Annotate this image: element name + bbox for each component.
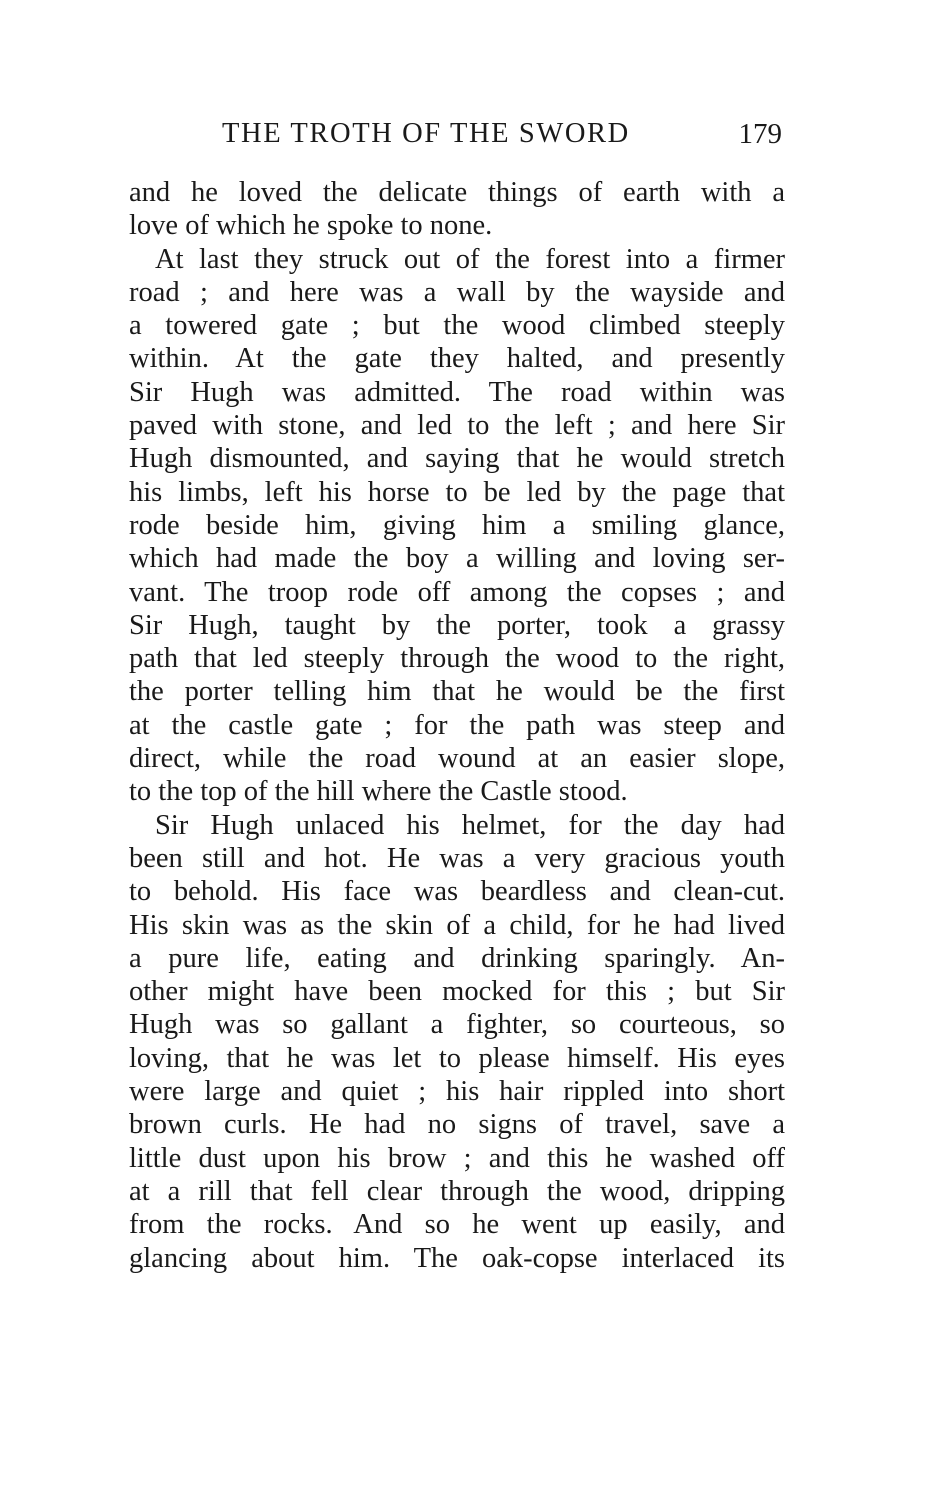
text-line: been still and hot. He was a very gracious youth — [129, 842, 785, 874]
text-line: from the rocks. And so he went up easily, and — [129, 1209, 785, 1241]
text-line: and he loved the delicate things of earth with a — [129, 177, 785, 208]
text-line: the porter telling him that he would be the first — [129, 676, 785, 708]
text-line: a towered gate ; but the wood climbed steeply — [129, 310, 785, 342]
text-line: direct, while the road wound at an easier slope, — [129, 743, 785, 775]
text-line: other might have been mocked for this ; but Sir — [129, 976, 785, 1008]
text-line: to behold. His face was beardless and clean-cut. — [129, 876, 785, 908]
text-line: brown curls. He had no signs of travel, save a — [129, 1109, 785, 1141]
text-line: Sir Hugh was admitted. The road within was — [129, 376, 785, 408]
running-head — [128, 112, 788, 156]
page-number: 179 — [738, 118, 782, 150]
text-line: His skin was as the skin of a child, for he had lived — [129, 909, 785, 941]
text-line: Sir Hugh unlaced his helmet, for the day had — [155, 809, 785, 841]
text-line: glancing about him. The oak-copse interlaced its — [129, 1242, 785, 1274]
text-line: Hugh dismounted, and saying that he would stretch — [129, 443, 785, 475]
text-line: at a rill that fell clear through the wood, dripping — [129, 1175, 785, 1207]
text-line: his limbs, left his horse to be led by the page that — [129, 476, 785, 508]
running-title: THE TROTH OF THE SWORD — [222, 118, 630, 149]
text-line: which had made the boy a willing and loving ser- — [129, 543, 785, 575]
text-line: vant. The troop rode off among the copses ; and — [129, 576, 785, 608]
text-line: Sir Hugh, taught by the porter, took a grassy — [129, 609, 785, 641]
text-line: love of which he spoke to none. — [129, 210, 493, 242]
text-line: to the top of the hill where the Castle stood. — [129, 776, 628, 808]
text-line: Hugh was so gallant a fighter, so courteous, so — [129, 1009, 785, 1041]
text-line: were large and quiet ; his hair rippled into short — [129, 1076, 785, 1108]
text-line: rode beside him, giving him a smiling glance, — [129, 509, 785, 541]
text-line: within. At the gate they halted, and presently — [129, 343, 785, 375]
text-line: at the castle gate ; for the path was steep and — [129, 709, 785, 741]
text-line: path that led steeply through the wood to the right, — [129, 643, 785, 675]
text-line: road ; and here was a wall by the wayside and — [129, 276, 785, 308]
text-line: At last they struck out of the forest into a firmer — [155, 243, 785, 275]
text-line: paved with stone, and led to the left ; and here Sir — [129, 410, 785, 442]
text-line: a pure life, eating and drinking sparingly. An- — [129, 942, 785, 974]
body-text — [129, 176, 785, 1275]
text-line: loving, that he was let to please himself. His eyes — [129, 1042, 785, 1074]
text-line: little dust upon his brow ; and this he washed off — [129, 1142, 785, 1174]
